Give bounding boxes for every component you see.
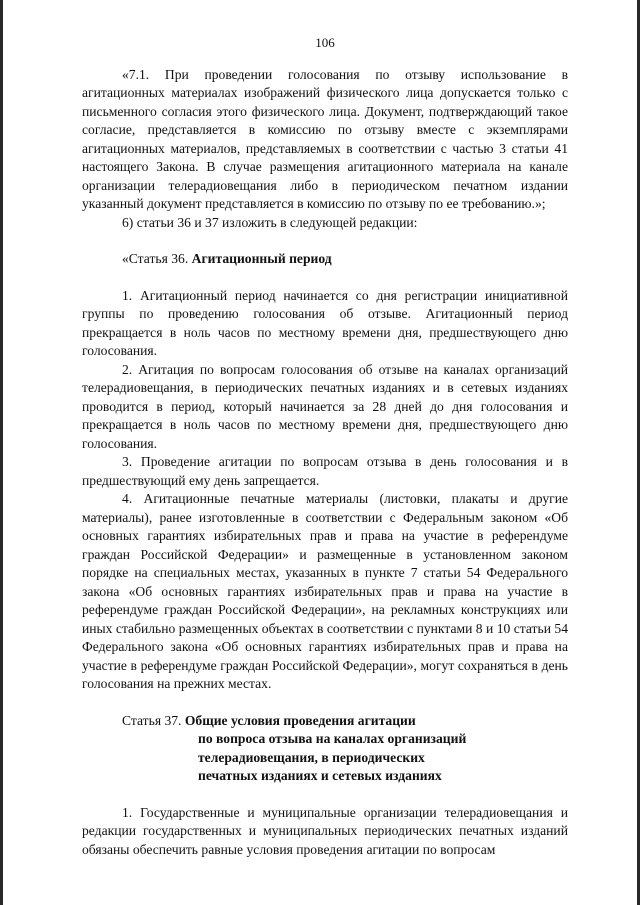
- article-36-item-1: 1. Агитационный период начинается со дня регистрации инициативной группы по проведению голосования об отзыве. Агитационный период прекращается в ноль часов по местному времени дня, предшествующего дню голосования.: [82, 287, 568, 358]
- paragraph-7-1: «7.1. При проведении голосования по отзыву использование в агитационных материалах изображений физического лица допускается только с письменного согласия этого физического лица. Документ, подтверждающий такое согласие, представляется в комиссию по отзыву вместе с экземплярами агитационных материалов, представляемых в соответствии с частью 3 статьи 41 настоящего Закона. В случае размещения агитационного материала на канале организации телерадиовещания либо в периодическом печатном издании указанный документ представляется в комиссию по отзыву по ее требованию.»;: [82, 66, 568, 211]
- paragraph-item-6: 6) статьи 36 и 37 изложить в следующей редакции:: [122, 214, 418, 230]
- article-37-title-line-4: печатных изданиях и сетевых изданиях: [198, 768, 442, 783]
- page-number: 106: [315, 35, 335, 50]
- article-36-prefix: «Статья 36.: [122, 251, 192, 266]
- scan-border-left: [0, 0, 3, 905]
- article-37-title-line-2: по вопроса отзыва на каналах организаций: [198, 731, 467, 746]
- article-37-title-line-3: телерадиовещания, в периодических: [198, 749, 425, 765]
- article-37-title-line-1: Общие условия проведения агитации: [184, 712, 416, 728]
- article-36-item-3: 3. Проведение агитации по вопросам отзыва в день голосования и в предшествующий ему день запрещается.: [82, 454, 568, 488]
- article-36-item-4: 4. Агитационные печатные материалы (листовки, плакаты и другие материалы), ранее изготовленные в соответствии с Федеральным законом «Об основных гарантиях избирательных прав и права на участие в референдуме граждан Российской Федерации» и размещенные в установленном законом порядке на специальных местах, указанных в пункте 7 статьи 54 Федерального закона «Об основных гарантиях избирательных прав и права на участие в референдуме граждан Российской Федерации», на рекламных конструкциях или иных стабильно размещенных объектах в соответствии с пунктами 8 и 10 статьи 54 Федерального закона «Об основных гарантиях избирательных прав и права на участие в референдуме граждан Российской Федерации», могут сохраняться в день голосования на прежних местах.: [82, 491, 568, 691]
- article-37-prefix: Статья 37.: [122, 712, 185, 728]
- article-36-item-2: 2. Агитация по вопросам голосования об отзыве на каналах организаций телерадиовещания, в периодических печатных изданиях и в сетевых изданиях проводится в период, который начинается за 28 дней до дня голосования и прекращается в ноль часов по местному времени дня, предшествующего дню голосования.: [82, 361, 568, 451]
- document-body: [82, 34, 568, 859]
- article-36-heading: [82, 250, 568, 269]
- article-36-title: Агитационный период: [191, 251, 332, 266]
- article-37-heading: [82, 712, 568, 786]
- article-37-item-1: 1. Государственные и муниципальные организации телерадиовещания и редакции государственных и муниципальных периодических печатных изданий обязаны обеспечить равные условия проведения агитации по вопросам: [82, 804, 568, 857]
